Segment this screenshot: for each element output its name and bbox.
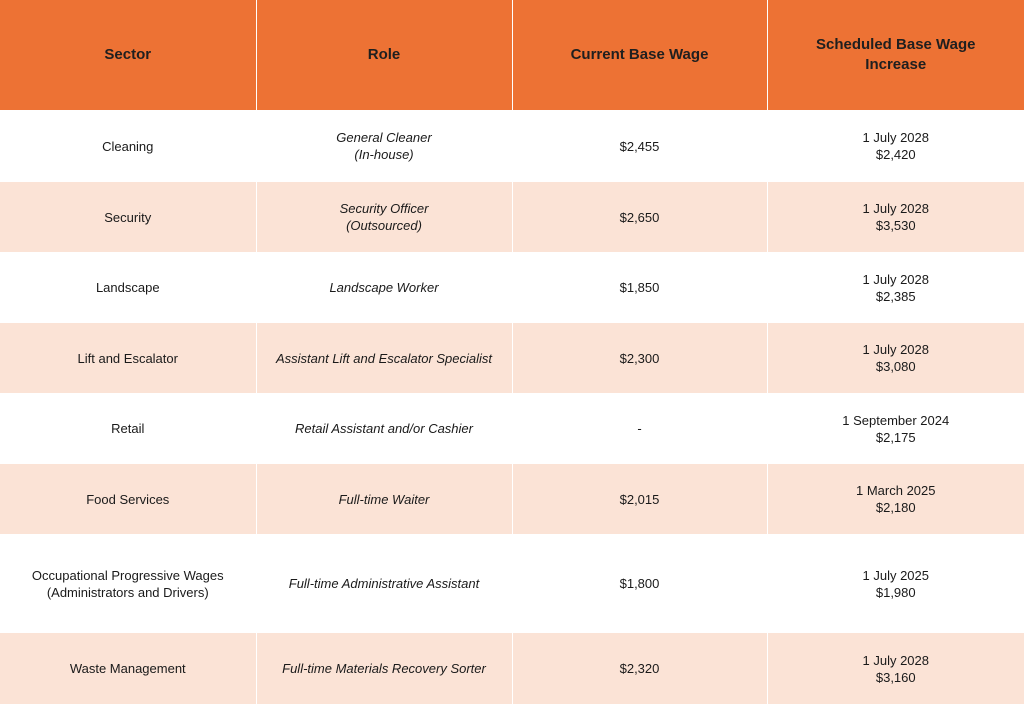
scheduled-cell bbox=[767, 633, 1024, 704]
role-line: Assistant Lift and Escalator Specialist bbox=[275, 350, 493, 366]
sector-cell bbox=[0, 633, 256, 704]
scheduled-cell bbox=[767, 464, 1024, 534]
role-line: General Cleaner bbox=[336, 130, 432, 146]
role-cell bbox=[256, 110, 512, 182]
header-scheduled-line-2: Increase bbox=[865, 55, 927, 73]
scheduled-wage: $2,420 bbox=[875, 147, 916, 163]
role-line: Security Officer bbox=[339, 201, 429, 216]
sector-cell bbox=[0, 252, 256, 323]
sector-line: Retail bbox=[111, 421, 145, 436]
scheduled-wage: $2,385 bbox=[875, 288, 916, 304]
scheduled-wage: $3,080 bbox=[875, 359, 916, 374]
current-wage-cell: $2,455 bbox=[512, 110, 767, 182]
header-scheduled-base-wage-increase bbox=[767, 0, 1024, 110]
current-wage-cell: $2,650 bbox=[512, 182, 767, 252]
sector-line: Security bbox=[104, 209, 152, 225]
role-cell bbox=[256, 534, 512, 633]
scheduled-cell bbox=[767, 534, 1024, 633]
sector-line: (Administrators and Drivers) bbox=[46, 584, 209, 600]
scheduled-cell bbox=[767, 323, 1024, 393]
role-cell bbox=[256, 633, 512, 704]
scheduled-date: 1 July 2028 bbox=[862, 201, 929, 216]
scheduled-cell bbox=[767, 182, 1024, 252]
sector-line: Food Services bbox=[86, 491, 170, 507]
sector-cell bbox=[0, 323, 256, 393]
role-cell bbox=[256, 464, 512, 534]
table-row bbox=[0, 110, 1024, 182]
current-wage-cell: $1,800 bbox=[512, 534, 767, 633]
sector-line: Waste Management bbox=[69, 661, 186, 676]
sector-cell bbox=[0, 464, 256, 534]
header-sector: Sector bbox=[0, 0, 256, 110]
role-line: (In-house) bbox=[354, 147, 414, 163]
scheduled-wage: $2,175 bbox=[875, 429, 916, 445]
header-row bbox=[0, 0, 1024, 110]
table-body bbox=[0, 110, 1024, 704]
sector-cell bbox=[0, 110, 256, 182]
header-role: Role bbox=[256, 0, 512, 110]
scheduled-cell bbox=[767, 252, 1024, 323]
header-current-base-wage: Current Base Wage bbox=[512, 0, 767, 110]
table-row bbox=[0, 252, 1024, 323]
role-cell bbox=[256, 323, 512, 393]
scheduled-date: 1 September 2024 bbox=[842, 412, 950, 428]
scheduled-wage: $3,530 bbox=[875, 218, 916, 233]
role-line: Full-time Administrative Assistant bbox=[288, 576, 480, 591]
current-wage-cell: $1,850 bbox=[512, 252, 767, 323]
scheduled-date: 1 July 2025 bbox=[862, 567, 929, 583]
sector-line: Landscape bbox=[95, 280, 160, 295]
scheduled-date: 1 March 2025 bbox=[856, 483, 936, 498]
sector-cell bbox=[0, 534, 256, 633]
scheduled-wage: $1,980 bbox=[875, 584, 916, 600]
role-line: Retail Assistant and/or Cashier bbox=[295, 421, 473, 436]
scheduled-date: 1 July 2028 bbox=[862, 271, 929, 287]
current-wage-cell: $2,300 bbox=[512, 323, 767, 393]
role-line: Full-time Waiter bbox=[338, 491, 430, 507]
table-row bbox=[0, 393, 1024, 464]
scheduled-wage: $3,160 bbox=[875, 669, 916, 685]
table-row bbox=[0, 633, 1024, 704]
sector-line: Occupational Progressive Wages bbox=[31, 567, 224, 583]
current-wage-cell: - bbox=[512, 393, 767, 464]
scheduled-wage: $2,180 bbox=[875, 500, 916, 515]
current-wage-cell: $2,320 bbox=[512, 633, 767, 704]
scheduled-date: 1 July 2028 bbox=[862, 130, 929, 146]
sector-line: Cleaning bbox=[102, 138, 154, 154]
table-header bbox=[0, 0, 1024, 110]
sector-cell bbox=[0, 393, 256, 464]
sector-line: Lift and Escalator bbox=[77, 350, 178, 366]
role-line: (Outsourced) bbox=[346, 218, 422, 233]
table-row bbox=[0, 182, 1024, 252]
scheduled-date: 1 July 2028 bbox=[862, 342, 929, 357]
role-cell bbox=[256, 182, 512, 252]
role-cell bbox=[256, 393, 512, 464]
role-cell bbox=[256, 252, 512, 323]
table-row bbox=[0, 323, 1024, 393]
table-row bbox=[0, 534, 1024, 633]
scheduled-cell bbox=[767, 393, 1024, 464]
scheduled-date: 1 July 2028 bbox=[862, 652, 929, 668]
current-wage-cell: $2,015 bbox=[512, 464, 767, 534]
sector-cell bbox=[0, 182, 256, 252]
scheduled-cell bbox=[767, 110, 1024, 182]
role-line: Full-time Materials Recovery Sorter bbox=[282, 661, 486, 676]
header-scheduled-line-1: Scheduled Base Wage bbox=[816, 35, 976, 53]
table-row bbox=[0, 464, 1024, 534]
role-line: Landscape Worker bbox=[329, 280, 439, 295]
